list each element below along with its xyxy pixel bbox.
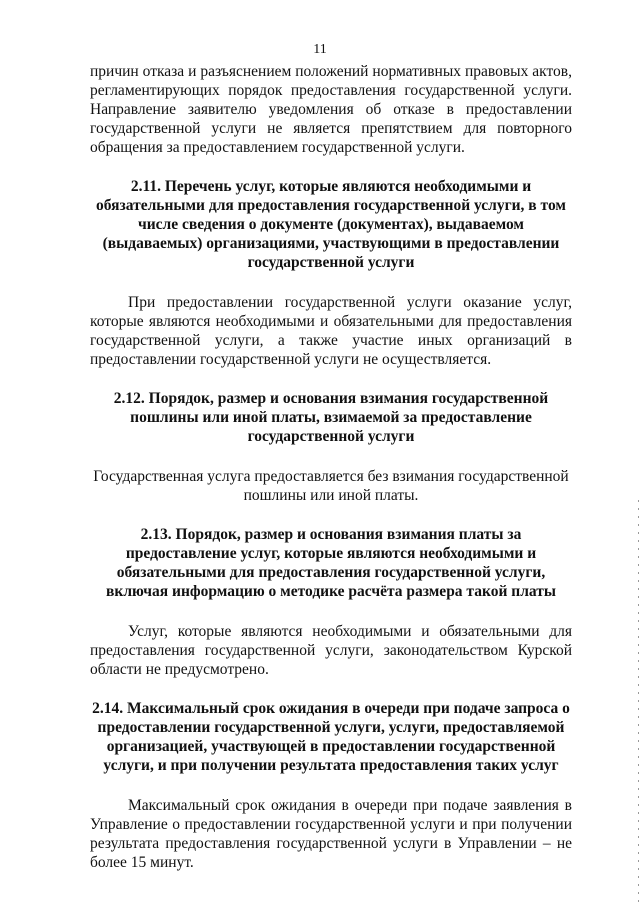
heading-section-2-11: 2.11. Перечень услуг, которые являются необходимыми и обязательными для предоставления государственной услуги, в том числе сведения о документе (документах), выдаваемом (выдаваемых) организациями, участвующими в предоставлении государственной услуги (96, 178, 566, 271)
paragraph-section-2-13: Услуг, которые являются необходимыми и обязательными для предоставления государственной услуги, законодательством Курской области не предусмотрено. (90, 623, 572, 678)
heading-section-2-12: 2.12. Порядок, размер и основания взимания государственной пошлины или иной платы, взимаемой за предоставление государственной услуги (113, 390, 549, 445)
heading-section-2-14: 2.14. Максимальный срок ожидания в очереди при подаче запроса о предоставлении государственной услуги, услуги, предоставляемой организацией, участвующей в предоставлении государственной услуги, и при получении результата предоставления таких услуг (92, 700, 570, 774)
heading-section-2-13: 2.13. Порядок, размер и основания взимания платы за предоставление услуг, которые являются необходимыми и обязательными для предоставления государственной услуги, включая информацию о методике расчёта размера такой платы (106, 526, 556, 600)
paragraph-section-2-11: При предоставлении государственной услуги оказание услуг, которые являются необходимыми и обязательными для предоставления государственной услуги, а также участие иных организаций в предоставлении государственной услуги не осуществляется. (90, 294, 572, 368)
paragraph-section-2-14: Максимальный срок ожидания в очереди при подаче заявления в Управление о предоставлении государственной услуги и при получении результата предоставления государственной услуги в Управлении – не более 15 минут. (90, 797, 572, 871)
paragraph-refusal-notice: причин отказа и разъяснением положений нормативных правовых актов, регламентирующих порядок предоставления государственной услуги. Направление заявителю уведомления об отказе в предоставлении государственной услуги не является препятствием для повторного обращения за предоставлением государственной услуги. (90, 63, 572, 156)
page-number: 11 (313, 42, 327, 57)
paragraph-section-2-12: Государственная услуга предоставляется без взимания государственной пошлины или иной платы. (93, 468, 569, 504)
document-body (90, 62, 572, 872)
